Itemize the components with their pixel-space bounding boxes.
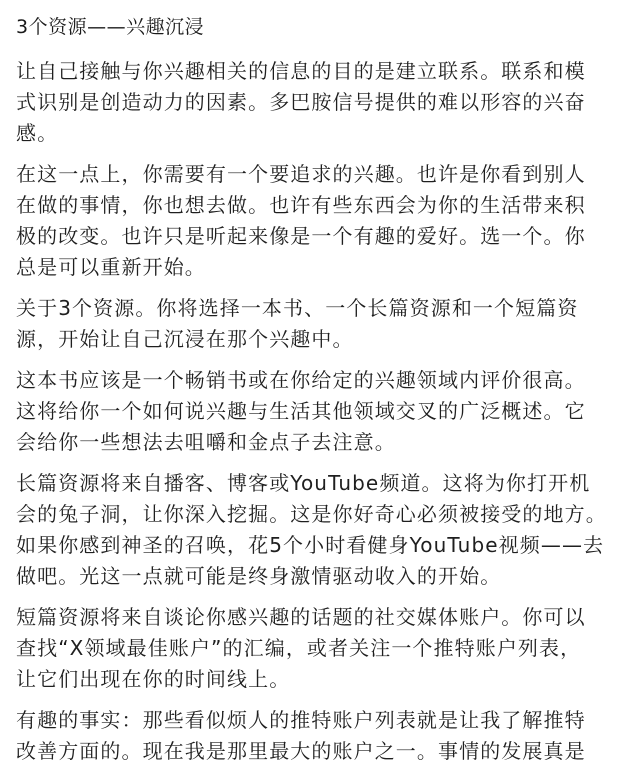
body-paragraph	[16, 293, 632, 355]
body-paragraph	[16, 705, 632, 767]
paragraph-line: 让自己接触与你兴趣相关的信息的目的是建立联系。联系和模	[16, 59, 586, 83]
paragraph-line: 让它们出现在你的时间线上。	[16, 667, 291, 691]
paragraph-line: 如果你感到神圣的召唤，花5个小时看健身YouTube视频——去	[16, 533, 605, 557]
body-paragraph	[16, 602, 632, 695]
paragraph-line: 在这一点上，你需要有一个要追求的兴趣。也许是你看到别人	[16, 162, 586, 186]
document-body	[16, 56, 632, 767]
paragraph-line: 式识别是创造动力的因素。多巴胺信号提供的难以形容的兴奋	[16, 90, 586, 114]
paragraph-line: 这本书应该是一个畅销书或在你给定的兴趣领域内评价很高。	[16, 368, 586, 392]
paragraph-line: 极的改变。也许只是听起来像是一个有趣的爱好。选一个。你	[16, 224, 586, 248]
paragraph-line: 这将给你一个如何说兴趣与生活其他领域交叉的广泛概述。它	[16, 399, 586, 423]
body-paragraph	[16, 56, 632, 149]
paragraph-line: 会给你一些想法去咀嚼和金点子去注意。	[16, 430, 396, 454]
paragraph-line: 总是可以重新开始。	[16, 255, 206, 279]
paragraph-line: 感。	[16, 121, 59, 145]
body-paragraph	[16, 159, 632, 283]
paragraph-line: 源，开始让自己沉浸在那个兴趣中。	[16, 327, 354, 351]
body-paragraph	[16, 468, 632, 592]
paragraph-line: 会的兔子洞，让你深入挖掘。这是你好奇心必须被接受的地方。	[16, 502, 607, 526]
paragraph-line: 查找“X领域最佳账户”的汇编，或者关注一个推特账户列表，	[16, 636, 582, 660]
document-page	[16, 0, 632, 784]
paragraph-line: 改善方面的。现在我是那里最大的账户之一。事情的发展真是	[16, 739, 586, 763]
paragraph-line: 做吧。光这一点就可能是终身激情驱动收入的开始。	[16, 564, 502, 588]
paragraph-line: 短篇资源将来自谈论你感兴趣的话题的社交媒体账户。你可以	[16, 605, 586, 629]
section-title: 3个资源——兴趣沉浸	[16, 16, 205, 38]
body-paragraph	[16, 365, 632, 458]
paragraph-line: 在做的事情，你也想去做。也许有些东西会为你的生活带来积	[16, 193, 586, 217]
paragraph-line: 长篇资源将来自播客、博客或YouTube频道。这将为你打开机	[16, 471, 591, 495]
paragraph-line: 关于3个资源。你将选择一本书、一个长篇资源和一个短篇资	[16, 296, 579, 320]
paragraph-line: 有趣的事实：那些看似烦人的推特账户列表就是让我了解推特	[16, 708, 586, 732]
